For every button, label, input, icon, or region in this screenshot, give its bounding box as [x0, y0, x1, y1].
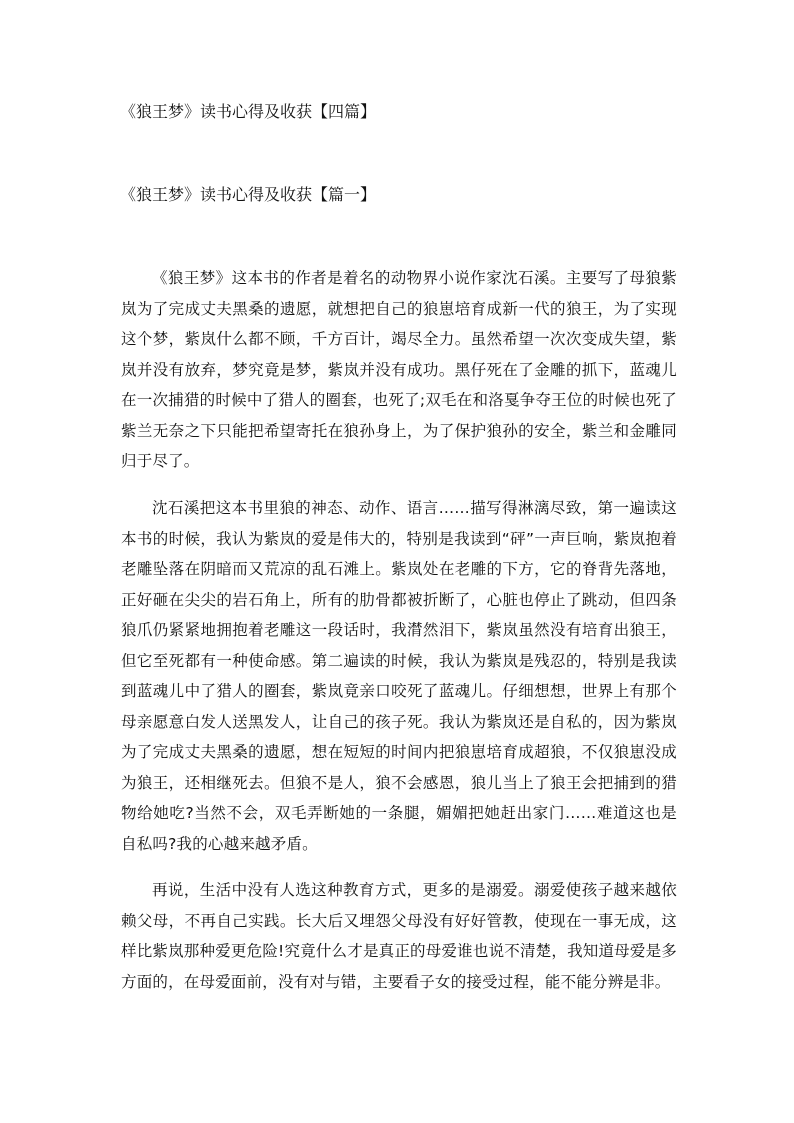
section-title: 《狼王梦》读书心得及收获【篇一】 — [120, 185, 377, 204]
document-title: 《狼王梦》读书心得及收获【四篇】 — [120, 102, 377, 121]
body-paragraph: 再说，生活中没有人选这种教育方式，更多的是溺爱。溺爱使孩子越来越依赖父母，不再自己实践。长大后又埋怨父母没有好好管教，使现在一事无成，这样比紫岚那种爱更危险!究竟什么才是真正的母爱谁也说不清楚，我知道母爱是多方面的，在母爱面前，没有对与错，主要看子女的接受过程，能不能分辨是非。 — [121, 881, 677, 991]
body-paragraph: 《狼王梦》这本书的作者是着名的动物界小说作家沈石溪。主要写了母狼紫岚为了完成丈夫黑桑的遗愿，就想把自己的狼崽培育成新一代的狼王，为了实现这个梦，紫岚什么都不顾，千方百计，竭尽全力。虽然希望一次次变成失望，紫岚并没有放弃，梦究竟是梦，紫岚并没有成功。黑仔死在了金雕的抓下，蓝魂儿在一次捕猎的时候中了猎人的圈套，也死了;双毛在和洛戛争夺王位的时候也死了紫兰无奈之下只能把希望寄托在狼孙身上，为了保护狼孙的安全，紫兰和金雕同归于尽了。 — [121, 269, 677, 470]
body-paragraph: 沈石溪把这本书里狼的神态、动作、语言……描写得淋漓尽致，第一遍读这本书的时候，我认为紫岚的爱是伟大的，特别是我读到“砰”一声巨响，紫岚抱着老雕坠落在阴暗而又荒凉的乱石滩上。紫岚处在老雕的下方，它的脊背先落地，正好砸在尖尖的岩石角上，所有的肋骨都被折断了，心脏也停止了跳动，但四条狼爪仍紧紧地拥抱着老雕这一段话时，我潸然泪下，紫岚虽然没有培育出狼王，但它至死都有一种使命感。第二遍读的时候，我认为紫岚是残忍的，特别是我读到蓝魂儿中了猎人的圈套，紫岚竟亲口咬死了蓝魂儿。仔细想想，世界上有那个母亲愿意白发人送黑发人，让自己的孩子死。我认为紫岚还是自私的，因为紫岚为了完成丈夫黑桑的遗愿，想在短短的时间内把狼崽培育成超狼，不仅狼崽没成为狼王，还相继死去。但狼不是人，狼不会感恩，狼儿当上了狼王会把捕到的猎物给她吃?当然不会，双毛弄断她的一条腿，媚媚把她赶出家门……难道这也是自私吗?我的心越来越矛盾。 — [121, 499, 677, 853]
